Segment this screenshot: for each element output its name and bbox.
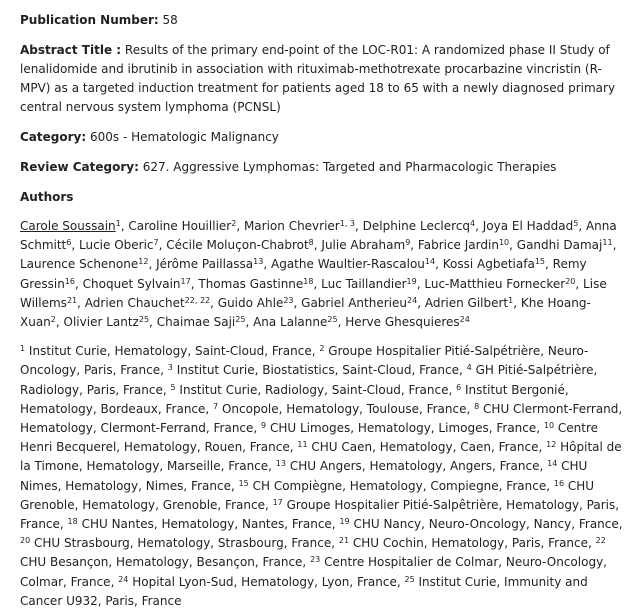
- affiliation-number: 1: [20, 344, 26, 354]
- author-entry: [128, 219, 236, 233]
- affiliation-text: GH Pitié-Salpétrière, Radiology, Paris, France: [20, 363, 598, 397]
- affiliation-entry: [297, 440, 538, 454]
- author-entry: [425, 296, 513, 310]
- affiliation-entry: [168, 363, 459, 377]
- author-name: Jérôme Paillassa: [156, 257, 254, 272]
- author-affiliation-ref: 25: [138, 315, 150, 325]
- affiliation-text: Oncopole, Hematology, Toulouse, France: [221, 401, 467, 416]
- affiliation-text: CHU Besançon, Hematology, Besançon, France: [20, 555, 303, 570]
- affiliation-entry: [339, 517, 618, 531]
- author-entry: [244, 219, 355, 233]
- author-name: Choquet Sylvain: [82, 276, 181, 291]
- author-name: Luc Taillandier: [321, 276, 407, 291]
- authors-list: Carole Soussain$^1$, Caroline Houillier$^2$, Marion Chevrier$^{1, 3}$, Delphine Leclercq$^4$, Joya El Haddad$^5$, Anna Schmitt$^6$, Lucie Oberic$^7$, Cécile Moluçon-Chabrot$^8$, Julie Abraham$^9$, Fabrice Jardin$^{10}$, Gandhi Damaj$^{11}$, Laurence Schenone$^{12}$, Jérôme Paillassa$^{13}$, Agathe Waultier-Rascalou$^{14}$, Kossi Agbetiafa$^{15}$, Remy Gressin$^{16}$, Choquet Sylvain$^{17}$, Thomas Gastinne$^{18}$, Luc Taillandier$^{19}$, Luc-Matthieu Fornecker$^{20}$, Lise Willems$^{21}$, Adrien Chauchet$^{22, 22}$, Guido Ahle$^{23}$, Gabriel Antherieu$^{24}$, Adrien Gilbert$^1$, Khe Hoang-Xuan$^2$, Olivier Lantz$^{25}$, Chaimae Saji$^{25}$, Ana Lalanne$^{25}$, Herve Ghesquieres$^{24}$: [20, 219, 617, 330]
- author-entry: [483, 219, 579, 233]
- publication-number: [20, 11, 625, 30]
- author-name: Carole Soussain: [20, 219, 116, 233]
- affiliation-text: CHU Clermont-Ferrand, Hematology, Clermont-Ferrand, France: [20, 401, 623, 436]
- affiliation-text: CHU Angers, Hematology, Angers, France: [289, 459, 540, 474]
- author-entry: [253, 315, 338, 329]
- publication-number-label: Publication Number:: [20, 13, 159, 27]
- affiliation-text: CHU Caen, Hematology, Caen, France: [311, 440, 539, 455]
- affiliation-text: Institut Curie, Radiology, Saint-Cloud, France: [179, 382, 449, 397]
- category-label: Category:: [20, 130, 87, 144]
- affiliation-number: 11: [297, 440, 308, 450]
- author-name: Adrien Chauchet: [84, 295, 185, 310]
- author-entry: [166, 238, 314, 252]
- author-entry: [218, 296, 294, 310]
- abstract-title-value: Results of the primary end-point of the LOC-R01: A randomized phase II Study of lenalidomide and ibrutinib in association with rituximab-methotrexate procarbazine vincristin (R-MPV) as a targeted induction treatment for patients aged 18 to 65 with a newly diagnosed primary central nervous system lymphoma (PCNSL): [20, 43, 616, 114]
- affiliation-text: Centre Henri Becquerel, Hematology, Rouen, France: [20, 421, 599, 455]
- author-affiliation-ref: 22, 22: [184, 295, 211, 305]
- author-affiliation-ref: 11: [602, 238, 613, 248]
- author-affiliation-ref: 8: [308, 238, 314, 248]
- affiliation-number: 12: [546, 440, 557, 450]
- review-category-value: 627. Aggressive Lymphomas: Targeted and Pharmacologic Therapies: [142, 160, 557, 174]
- author-affiliation-ref: 21: [66, 295, 78, 305]
- affiliation-number: 21: [338, 536, 350, 546]
- author-affiliation-ref: 25: [327, 315, 338, 325]
- affiliation-entry: [261, 421, 536, 435]
- affiliation-text: Institut Curie, Immunity and Cancer U932, Paris, France: [20, 574, 588, 608]
- affiliation-entry: [20, 344, 312, 358]
- affiliation-number: 18: [67, 517, 78, 527]
- affiliation-text: CHU Nancy, Neuro-Oncology, Nancy, France: [353, 517, 619, 532]
- author-name: Julie Abraham: [321, 238, 406, 253]
- author-entry: [271, 257, 435, 271]
- author-affiliation-ref: 6: [66, 238, 72, 248]
- category: [20, 128, 625, 147]
- author-name: Adrien Gilbert: [424, 295, 509, 310]
- author-affiliation-ref: 1: [508, 295, 514, 305]
- affiliation-entry: [339, 536, 588, 550]
- affiliation-text: CHU Strasbourg, Hematology, Strasbourg, France: [34, 536, 332, 551]
- author-entry: [301, 296, 417, 310]
- affiliation-number: 25: [404, 574, 415, 584]
- author-affiliation-ref: 5: [573, 219, 579, 228]
- affiliation-number: 15: [238, 478, 249, 488]
- author-name: Luc-Matthieu Fornecker: [424, 276, 566, 291]
- author-name: Delphine Leclercq: [362, 219, 471, 233]
- author-affiliation-ref: 24: [459, 315, 470, 325]
- author-entry: [321, 238, 410, 252]
- author-name: Gandhi Damaj: [516, 238, 603, 253]
- author-affiliation-ref: 25: [235, 315, 246, 325]
- affiliation-number: 13: [275, 459, 286, 469]
- affiliation-entry: [239, 479, 547, 493]
- author-name: Khe Hoang-Xuan: [20, 295, 591, 330]
- author-name: Guido Ahle: [217, 295, 284, 310]
- affiliation-entry: [276, 459, 540, 473]
- review-category-label: Review Category:: [20, 160, 139, 174]
- affiliation-entry: [118, 575, 397, 589]
- affiliation-text: CHU Nimes, Hematology, Nimes, France: [20, 459, 588, 493]
- author-affiliation-ref: 13: [253, 257, 264, 267]
- author-name: Joya El Haddad: [482, 219, 574, 233]
- author-name: Fabrice Jardin: [417, 238, 499, 253]
- affiliation-entry: [171, 383, 449, 397]
- affiliation-number: 10: [543, 421, 555, 431]
- affiliation-text: Centre Hospitalier de Colmar, Neuro-Oncology, Colmar, France: [20, 555, 607, 589]
- author-affiliation-ref: 16: [64, 276, 75, 286]
- author-entry: [418, 238, 509, 252]
- category-value: 600s - Hematologic Malignancy: [89, 130, 279, 144]
- author-name: Thomas Gastinne: [198, 276, 304, 291]
- author-entry: [198, 277, 313, 291]
- author-affiliation-ref: 15: [534, 257, 545, 267]
- author-affiliation-ref: 7: [153, 238, 159, 248]
- affiliation-number: 23: [310, 555, 321, 565]
- authors-heading: Authors: [20, 190, 74, 204]
- author-name: Lise Willems: [20, 276, 607, 310]
- author-entry: [157, 315, 246, 329]
- affiliation-number: 4: [466, 363, 472, 373]
- author-name: Remy Gressin: [20, 257, 587, 291]
- author-entry: [20, 219, 121, 233]
- author-name: Chaimae Saji: [156, 315, 236, 330]
- author-name: Anna Schmitt: [20, 219, 617, 253]
- affiliations-list: $^1$ Institut Curie, Hematology, Saint-Cloud, France, $^2$ Groupe Hospitalier Pitié-Salpétrière, Neuro-Oncology, Paris, France, $^3$ Institut Curie, Biostatistics, Saint-Cloud, France, $^4$ GH Pitié-Salpétrière, Radiology, Paris, France, $^5$ Institut Curie, Radiology, Saint-Cloud, France, $^6$ Institut Bergonié, Hematology, Bordeaux, France, $^7$ Oncopole, Hematology, Toulouse, France, $^8$ CHU Clermont-Ferrand, Hematology, Clermont-Ferrand, France, $^9$ CHU Limoges, Hematology, Limoges, France, $^{10}$ Centre Henri Becquerel, Hematology, Rouen, France, $^{11}$ CHU Caen, Hematology, Caen, France, $^{12}$ Hôpital de la Timone, Hematology, Marseille, France, $^{13}$ CHU Angers, Hematology, Angers, France, $^{14}$ CHU Nimes, Hematology, Nimes, France, $^{15}$ CH Compiègne, Hematology, Compiegne, France, $^{16}$ CHU Grenoble, Hematology, Grenoble, France, $^{17}$ Groupe Hospitalier Pitié-Salpêtrière, Hematology, Paris, France, $^{18}$ CHU Nantes, Hematology, Nantes, France, $^{19}$ CHU Nancy, Neuro-Oncology, Nancy, France, $^{20}$ CHU Strasbourg, Hematology, Strasbourg, France, $^{21}$ CHU Cochin, Hematology, Paris, France, $^{22}$ CHU Besançon, Hematology, Besançon, France, $^{23}$ Centre Hospitalier de Colmar, Neuro-Oncology, Colmar, France, $^{24}$ Hopital Lyon-Sud, Hematology, Lyon, France, $^{25}$ Institut Curie, Immunity and Cancer U932, Paris, France: [20, 344, 623, 608]
- author-affiliation-ref: 1, 3: [339, 219, 356, 228]
- affiliation-number: 9: [261, 421, 267, 431]
- author-name: Kossi Agbetiafa: [442, 257, 535, 272]
- affiliation-number: 20: [20, 536, 31, 546]
- affiliation-number: 19: [339, 517, 350, 527]
- affiliation-number: 3: [167, 363, 173, 373]
- abstract-title: [20, 41, 625, 117]
- author-entry: [345, 315, 470, 329]
- affiliation-text: Groupe Hospitalier Pitié-Salpétrière, Neuro-Oncology, Paris, France: [20, 344, 589, 378]
- author-affiliation-ref: 17: [180, 276, 191, 286]
- affiliation-number: 2: [319, 344, 325, 354]
- author-name: Laurence Schenone: [20, 257, 139, 272]
- affiliation-number: 16: [553, 478, 565, 488]
- author-affiliation-ref: 20: [565, 276, 576, 286]
- author-affiliation-ref: 2: [231, 219, 237, 228]
- affiliation-number: 17: [272, 497, 283, 507]
- author-name: Gabriel Antherieu: [301, 295, 407, 310]
- author-entry: [321, 277, 417, 291]
- author-entry: [443, 257, 545, 271]
- author-affiliation-ref: 10: [498, 238, 510, 248]
- affiliation-number: 7: [213, 401, 219, 411]
- author-name: Lucie Oberic: [79, 238, 154, 253]
- author-affiliation-ref: 9: [405, 238, 411, 248]
- affiliation-entry: [213, 402, 466, 416]
- author-entry: [85, 296, 210, 310]
- affiliation-text: Institut Bergonié, Hematology, Bordeaux, France: [20, 382, 569, 416]
- author-name: Ana Lalanne: [253, 315, 328, 330]
- publication-number-value: 58: [162, 13, 178, 27]
- affiliation-text: CHU Nantes, Hematology, Nantes, France: [81, 517, 332, 532]
- review-category: [20, 158, 625, 177]
- affiliation-text: Hopital Lyon-Sud, Hematology, Lyon, France: [132, 574, 397, 589]
- author-name: Caroline Houillier: [128, 219, 232, 233]
- author-name: Cécile Moluçon-Chabrot: [166, 238, 309, 253]
- affiliation-text: CHU Limoges, Hematology, Limoges, France: [269, 421, 537, 436]
- author-entry: [363, 219, 475, 233]
- affiliation-entry: [68, 517, 332, 531]
- affiliation-number: 22: [595, 536, 606, 546]
- author-entry: [517, 238, 613, 252]
- author-name: Herve Ghesquieres: [345, 315, 460, 330]
- affiliation-entry: [20, 536, 331, 550]
- affiliation-number: 14: [547, 459, 558, 469]
- author-affiliation-ref: 23: [283, 295, 294, 305]
- affiliation-text: Groupe Hospitalier Pitié-Salpêtrière, Hematology, Paris, France: [20, 497, 620, 532]
- affiliation-number: 6: [456, 382, 462, 392]
- author-affiliation-ref: 12: [138, 257, 149, 267]
- affiliation-text: Institut Curie, Biostatistics, Saint-Cloud, France: [176, 363, 459, 378]
- author-affiliation-ref: 19: [406, 276, 417, 286]
- author-name: Marion Chevrier: [243, 219, 340, 233]
- author-name: Agathe Waultier-Rascalou: [271, 257, 425, 272]
- affiliation-number: 24: [118, 574, 129, 584]
- affiliation-text: Hôpital de la Timone, Hematology, Marseille, France: [20, 440, 622, 474]
- author-entry: [83, 277, 191, 291]
- affiliation-text: Institut Curie, Hematology, Saint-Cloud, France: [28, 344, 312, 359]
- author-entry: [20, 257, 148, 271]
- author-name: Olivier Lantz: [63, 315, 139, 330]
- author-affiliation-ref: 18: [303, 276, 314, 286]
- affiliation-number: 5: [170, 382, 176, 392]
- author-affiliation-ref: 14: [424, 257, 436, 267]
- author-entry: [156, 257, 263, 271]
- author-affiliation-ref: 24: [407, 295, 418, 305]
- author-affiliation-ref: 1: [115, 219, 121, 228]
- abstract-title-label: Abstract Title :: [20, 43, 122, 57]
- affiliation-text: CH Compiègne, Hematology, Compiegne, France: [252, 478, 547, 493]
- affiliation-text: CHU Grenoble, Hematology, Grenoble, France: [20, 478, 595, 512]
- author-affiliation-ref: 4: [470, 219, 476, 228]
- author-entry: [424, 277, 575, 291]
- affiliation-number: 8: [474, 401, 480, 411]
- author-affiliation-ref: 2: [50, 315, 56, 325]
- affiliation-text: CHU Cochin, Hematology, Paris, France: [352, 536, 589, 551]
- author-entry: [79, 238, 159, 252]
- author-entry: [64, 315, 150, 329]
